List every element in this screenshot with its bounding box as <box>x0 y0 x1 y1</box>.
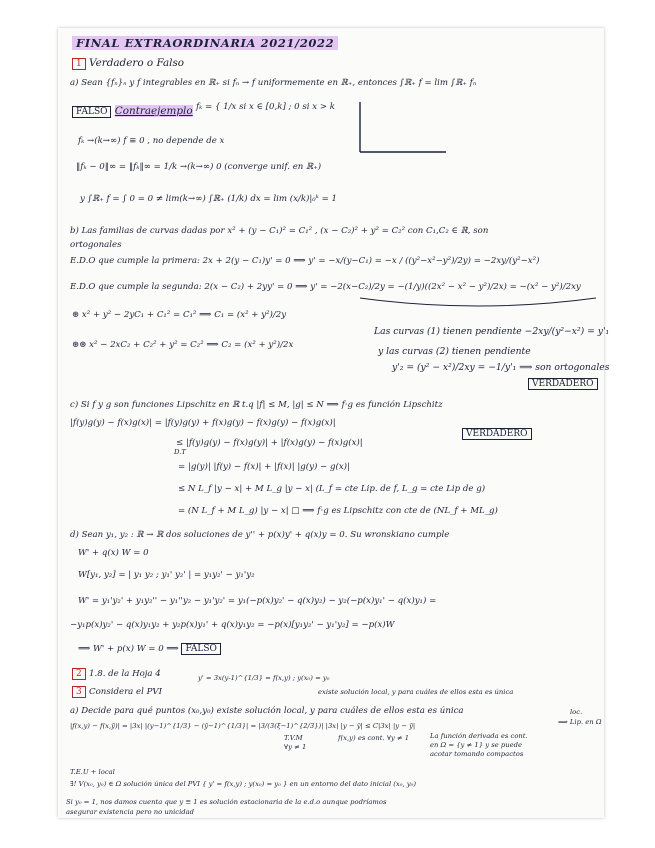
part-b-right-1: Las curvas (1) tienen pendiente −2xy/(y²−x²) = y'₁ <box>374 326 610 337</box>
part-a-line-4: ‖fₖ − 0‖∞ = ‖fₖ‖∞ = 1/k →(k→∞) 0 (converge unif. en ℝ₊) <box>76 162 322 172</box>
section-1-heading <box>72 56 184 71</box>
existence-line: asegurar existencia pero no unicidad <box>66 808 195 816</box>
lipschitz-local: ⟹ Lip. en Ω <box>558 718 602 726</box>
section-3-system: y' = 3x(y-1)^{1/3} = f(x,y) ; y(x₀) = y₀ <box>198 674 330 682</box>
part-b-edo-2: E.D.O que cumple la segunda: 2(x − C₂) + 2yy' = 0 ⟹ y' = −2(x−C₂)/2y = −(1/y)((2x² − x² − y²)/2x) = −(x² − y²)/2xy <box>70 282 581 292</box>
part-d-conclusion <box>78 642 221 656</box>
part-a-statement: a) Sean {fₙ}ₙ y f integrables en ℝ₊ si fₙ → f uniformemente en ℝ₊, entonces ∫ℝ₊ f = lim ∫ℝ₊ fₙ <box>70 78 477 88</box>
continuity-sub: ∀y ≠ 1 <box>284 743 307 751</box>
equilibrium-line: Si y₀ = 1, nos damos cuenta que y ≡ 1 es solución estacionaria de la e.d.o aunque podríamos <box>66 798 387 806</box>
section-3-tail: existe solución local, y para cuáles de ellos esta es única <box>318 688 514 696</box>
continuity-note: f(x,y) es cont. ∀y ≠ 1 <box>338 734 410 742</box>
part-3a-estimate: |f(x,y) − f(x,ȳ)| = |3x| |(y−1)^{1/3} − (ȳ−1)^{1/3}| = |3/(3(ξ−1)^{2/3})| |3x| |y − ȳ| ≤ C|3x| |y − ȳ| <box>70 722 416 730</box>
part-d-line-2: W' + q(x) W = 0 <box>78 548 149 558</box>
counterexample-label: Contraejemplo <box>114 105 193 117</box>
part-d-conclusion-text: ⟹ W' + p(x) W = 0 ⟹ <box>78 644 179 654</box>
section-3-heading <box>72 684 162 699</box>
counterexample-definition: fₖ = { 1/x si x ∈ [0,k] ; 0 si x > k <box>196 102 335 112</box>
mean-value-label: T.V.M <box>284 734 303 742</box>
section-2-text: 1.8. de la Hoja 4 <box>89 669 161 679</box>
local-label: loc. <box>570 708 583 716</box>
part-d-derivative: W' = y₁'y₂' + y₁y₂'' − y₁''y₂ − y₁'y₂' = y₁(−p(x)y₂' − q(x)y₂) − y₂(−p(x)y₁' − q(x)y₁) = <box>78 596 437 606</box>
note-line-3: acotar tomando compactos <box>430 750 524 758</box>
page-title: FINAL EXTRAORDINARIA 2021/2022 <box>72 36 338 50</box>
part-c-line-4: = |g(y)| |f(y) − f(x)| + |f(x)| |g(y) − g(x)| <box>178 462 350 472</box>
part-d-statement: d) Sean y₁, y₂ : ℝ → ℝ dos soluciones de y'' + p(x)y' + q(x)y = 0. Su wronskiano cumple <box>70 530 450 540</box>
part-b-c2: ⊛⊛ x² − 2xC₂ + C₂² + y² = C₂² ⟹ C₂ = (x² + y²)/2x <box>72 340 294 350</box>
falso-badge-d: FALSO <box>181 643 220 655</box>
section-2-heading <box>72 666 161 681</box>
part-c-line-3: ≤ |f(y)g(y) − f(x)g(y)| + |f(x)g(y) − f(x)g(x)| <box>176 438 363 448</box>
step-function-sketch <box>348 100 448 158</box>
part-b-right-3: y'₂ = (y² − x²)/2xy = −1/y'₁ ⟹ son ortogonales <box>392 362 610 373</box>
verdadero-badge-b: VERDADERO <box>528 378 598 390</box>
part-c-statement: c) Si f y g son funciones Lipschitz en ℝ t.q |f| ≤ M, |g| ≤ N ⟹ f·g es función Lipschitz <box>70 400 443 410</box>
part-b-statement: b) Las familias de curvas dadas por x² + (y − C₁)² = C₁² , (x − C₂)² + y² = C₂² con C₁,C₂ ∈ ℝ, son <box>70 226 489 236</box>
part-d-wronskian: W[y₁, y₂] = | y₁ y₂ ; y₁' y₂' | = y₁y₂' − y₁'y₂ <box>78 570 255 580</box>
triangle-inequality-label: D.T <box>174 448 186 456</box>
teu-label: T.E.U + local <box>70 768 115 776</box>
part-b-c1: ⊛ x² + y² − 2yC₁ + C₁² = C₁² ⟹ C₁ = (x² + y²)/2y <box>72 310 287 320</box>
brace-underline <box>358 296 598 310</box>
part-b-edo-1: E.D.O que cumple la primera: 2x + 2(y − C₁)y' = 0 ⟹ y' = −x/(y−C₁) = −x / ((y²−x²−y²)/2y) = −2xy/(y²−x²) <box>70 256 540 266</box>
worksheet-page <box>58 28 610 818</box>
part-b-result <box>528 376 598 391</box>
falso-badge: FALSO <box>72 106 111 118</box>
part-c-line-2: |f(y)g(y) − f(x)g(x)| = |f(y)g(y) + f(x)g(y) − f(x)g(y) − f(x)g(x)| <box>70 418 336 428</box>
part-b-right-2: y las curvas (2) tienen pendiente <box>378 346 531 357</box>
section-3-number: 3 <box>72 686 86 698</box>
part-c-line-6: = (N L_f + M L_g) |y − x| □ ⟹ f·g es Lipschitz con cte de (NL_f + ML_g) <box>178 506 498 516</box>
part-a-counterexample <box>72 104 193 119</box>
section-1-number: 1 <box>72 58 86 70</box>
note-line-1: La función derivada es cont. <box>430 732 528 740</box>
part-b-statement-2: ortogonales <box>70 240 122 250</box>
part-c-line-5: ≤ N L_f |y − x| + M L_g |y − x| (L_f = cte Lip. de f, L_g = cte Lip de g) <box>178 484 486 494</box>
uniqueness-line: ∃! V(x₀, y₀) ∈ Ω solución única del PVI { y' = f(x,y) ; y(x₀) = y₀ } en un entorno del dato inicial (x₀, y₀) <box>70 780 417 788</box>
part-3a-statement: a) Decide para qué puntos (x₀,y₀) existe solución local, y para cuáles de ellos esta es única <box>70 706 464 716</box>
part-c-result <box>462 426 532 441</box>
part-d-line-5: −y₁p(x)y₂' − q(x)y₁y₂ + y₂p(x)y₁' + q(x)y₁y₂ = −p(x)[y₁y₂' − y₁'y₂] = −p(x)W <box>70 620 395 630</box>
note-line-2: en Ω = {y ≠ 1} y se puede <box>430 741 522 749</box>
verdadero-badge-c: VERDADERO <box>462 428 532 440</box>
part-a-line-5: y ∫ℝ₊ f = ∫ 0 = 0 ≠ lim(k→∞) ∫ℝ₊ (1/k) dx = lim (x/k)|₀ᵏ = 1 <box>80 194 337 204</box>
section-3-text: Considera el PVI <box>89 687 162 697</box>
section-1-label: Verdadero o Falso <box>89 57 185 69</box>
section-2-number: 2 <box>72 668 86 680</box>
part-a-line-3: fₖ →(k→∞) f ≡ 0 , no depende de x <box>78 136 225 146</box>
